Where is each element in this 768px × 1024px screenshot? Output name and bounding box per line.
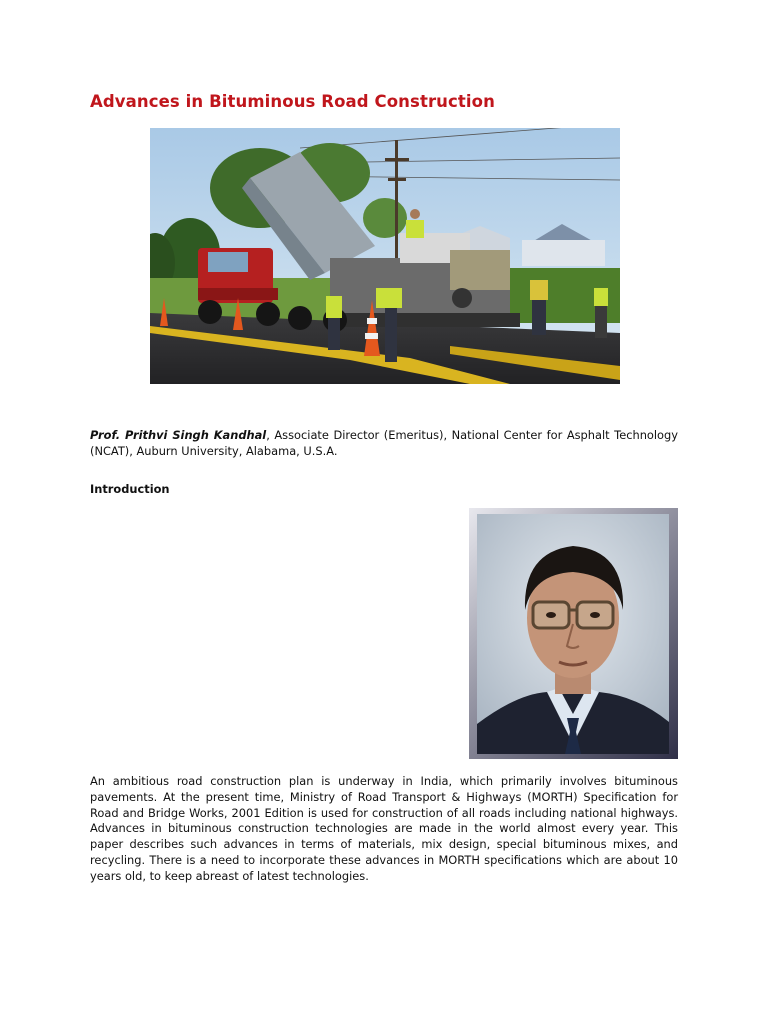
road-paving-photo — [150, 128, 620, 384]
author-portrait — [469, 508, 678, 759]
author-line — [90, 427, 678, 459]
author-name: Prof. Prithvi Singh Kandhal — [90, 428, 267, 442]
section-heading-introduction: Introduction — [90, 482, 170, 496]
author-affiliation: , Associate Director (Emeritus), National Center for Asphalt Technology (NCAT), Auburn University, Alabama, U.S.A. — [90, 428, 678, 458]
document-title: Advances in Bituminous Road Construction — [90, 92, 495, 111]
introduction-paragraph: An ambitious road construction plan is underway in India, which primarily involves bituminous pavements. At the present time, Ministry of Road Transport & Highways (MORTH) Specification for Road and Bridge Works, 2001 Edition is used for construction of all roads including national highways. Advances in bituminous construction technologies are made in the world almost every year. This paper describes such advances in terms of materials, mix design, special bituminous mixes, and recycling. There is a need to incorporate these advances in MORTH specifications which are about 10 years old, to keep abreast of latest technologies. — [90, 774, 678, 883]
